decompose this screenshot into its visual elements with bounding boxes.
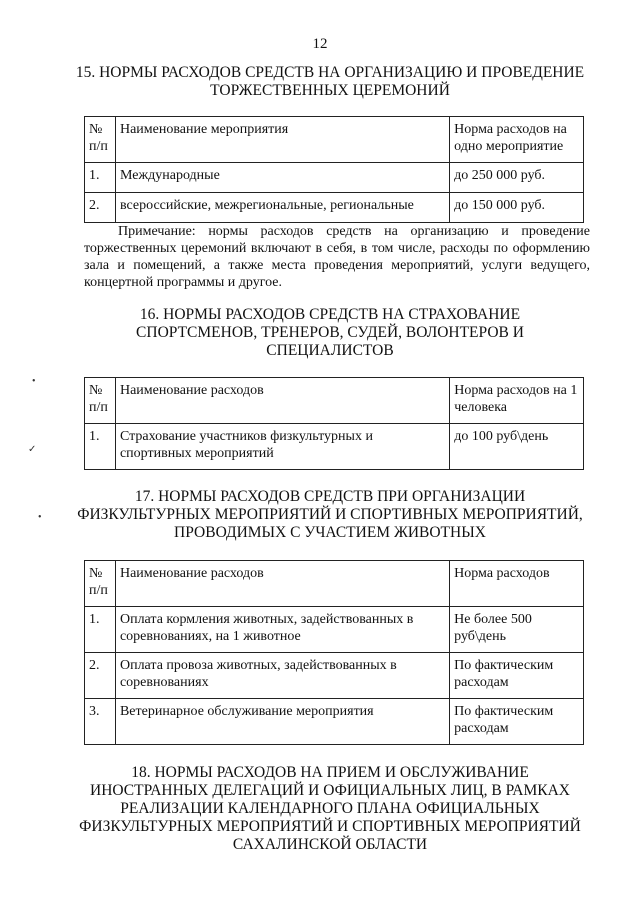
section-15-table	[84, 116, 584, 223]
table-header-row	[85, 378, 584, 424]
table-row	[85, 193, 584, 223]
scan-speck: ✓	[28, 444, 37, 455]
page-number: 12	[312, 36, 328, 52]
table-cell: Ветеринарное обслуживание мероприятия	[115, 699, 449, 745]
table-cell: По фактическим расходам	[450, 699, 584, 745]
section-16-table	[84, 377, 584, 470]
table-cell: до 100 руб\день	[450, 424, 584, 470]
table-cell: 1.	[85, 607, 116, 653]
heading-line: СПЕЦИАЛИСТОВ	[266, 342, 394, 359]
table-cell: Международные	[115, 163, 449, 193]
heading-line: 15. НОРМЫ РАСХОДОВ СРЕДСТВ НА ОРГАНИЗАЦИЮ И ПРОВЕДЕНИЕ	[75, 64, 585, 81]
column-header: Наименование мероприятия	[115, 117, 449, 163]
heading-line: 17. НОРМЫ РАСХОДОВ СРЕДСТВ ПРИ ОРГАНИЗАЦИИ	[134, 488, 526, 505]
column-header: Норма расходов на одно мероприятие	[450, 117, 584, 163]
table-cell: Оплата кормления животных, задействованных в соревнованиях, на 1 животное	[115, 607, 449, 653]
table-header-row	[85, 561, 584, 607]
section-15-note: Примечание: нормы расходов средств на организацию и проведение торжественных церемоний включают в себя, в том числе, расходы по оформлению зала и помещений, а также места проведения мероприятий, услуги ведущего, концертной программы и другое.	[84, 224, 590, 290]
table-cell: Не более 500 руб\день	[450, 607, 584, 653]
table-cell: до 150 000 руб.	[450, 193, 584, 223]
table-cell: 1.	[85, 163, 116, 193]
column-header: Норма расходов на 1 человека	[450, 378, 584, 424]
table-cell: всероссийские, межрегиональные, региональные	[115, 193, 449, 223]
scan-speck: •	[38, 512, 42, 523]
heading-line: ФИЗКУЛЬТУРНЫХ МЕРОПРИЯТИЙ И СПОРТИВНЫХ МЕРОПРИЯТИЙ,	[77, 506, 583, 523]
section-16-heading	[70, 306, 590, 360]
table-cell: Оплата провоза животных, задействованных в соревнованиях	[115, 653, 449, 699]
column-header: Наименование расходов	[115, 378, 449, 424]
column-header: № п/п	[85, 561, 116, 607]
table-cell: 3.	[85, 699, 116, 745]
column-header: № п/п	[85, 378, 116, 424]
heading-line: САХАЛИНСКОЙ ОБЛАСТИ	[232, 836, 428, 853]
heading-line: РЕАЛИЗАЦИИ КАЛЕНДАРНОГО ПЛАНА ОФИЦИАЛЬНЫХ	[120, 800, 540, 817]
table-cell: 2.	[85, 193, 116, 223]
section-15-heading	[70, 64, 590, 100]
table-cell: 1.	[85, 424, 116, 470]
column-header: Норма расходов	[450, 561, 584, 607]
scan-speck: •	[32, 376, 36, 387]
table-cell: до 250 000 руб.	[450, 163, 584, 193]
table-row	[85, 424, 584, 470]
heading-line: СПОРТСМЕНОВ, ТРЕНЕРОВ, СУДЕЙ, ВОЛОНТЕРОВ И	[136, 324, 524, 341]
table-header-row	[85, 117, 584, 163]
section-17-table	[84, 560, 584, 745]
table-row	[85, 607, 584, 653]
section-17-heading	[70, 488, 590, 542]
table-cell: 2.	[85, 653, 116, 699]
table-row	[85, 163, 584, 193]
column-header: Наименование расходов	[115, 561, 449, 607]
table-row	[85, 699, 584, 745]
heading-line: ТОРЖЕСТВЕННЫХ ЦЕРЕМОНИЙ	[210, 82, 450, 99]
table-cell: Страхование участников физкультурных и спортивных мероприятий	[115, 424, 449, 470]
table-cell: По фактическим расходам	[450, 653, 584, 699]
heading-line: ИНОСТРАННЫХ ДЕЛЕГАЦИЙ И ОФИЦИАЛЬНЫХ ЛИЦ, В РАМКАХ	[90, 782, 570, 799]
column-header: № п/п	[85, 117, 116, 163]
section-18-heading	[70, 764, 590, 854]
heading-line: ФИЗКУЛЬТУРНЫХ МЕРОПРИЯТИЙ И СПОРТИВНЫХ МЕРОПРИЯТИЙ	[79, 818, 581, 835]
heading-line: 18. НОРМЫ РАСХОДОВ НА ПРИЕМ И ОБСЛУЖИВАНИЕ	[131, 764, 529, 781]
heading-line: ПРОВОДИМЫХ С УЧАСТИЕМ ЖИВОТНЫХ	[174, 524, 486, 541]
table-row	[85, 653, 584, 699]
heading-line: 16. НОРМЫ РАСХОДОВ СРЕДСТВ НА СТРАХОВАНИЕ	[139, 306, 521, 323]
